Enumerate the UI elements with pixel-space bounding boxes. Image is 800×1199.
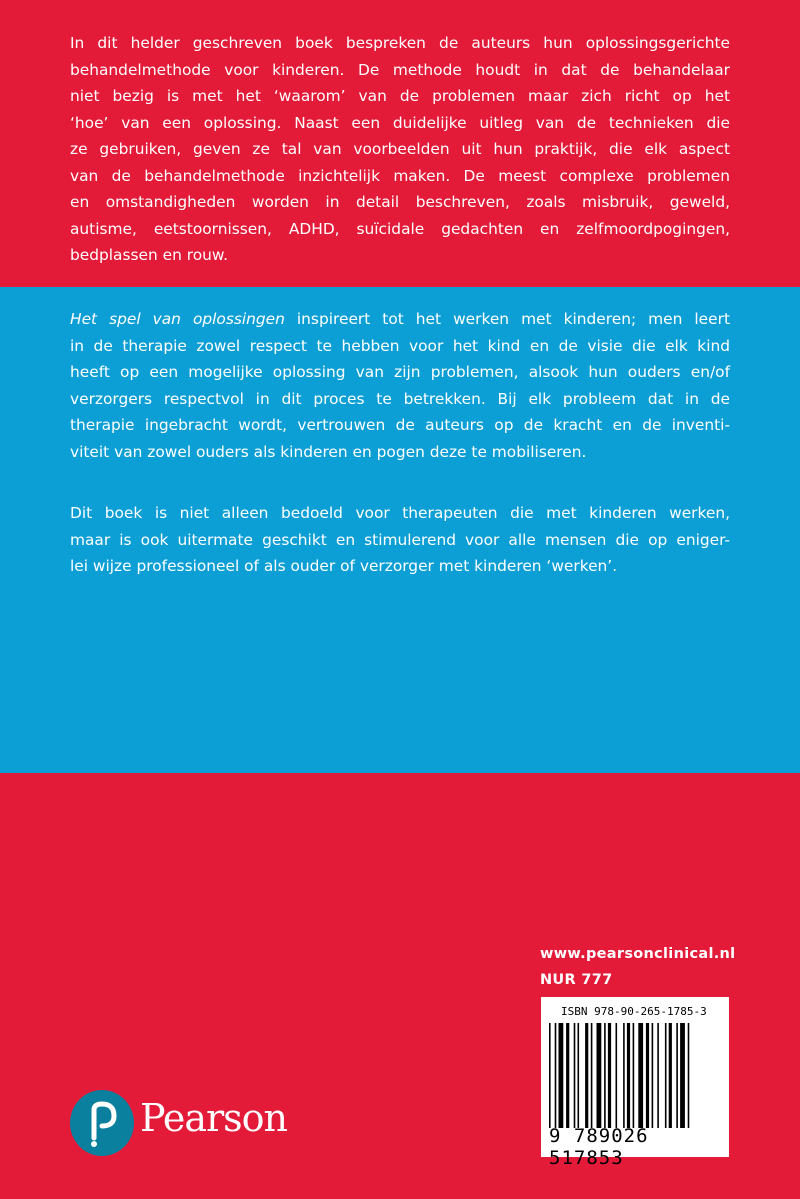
- barcode-bar: [585, 1023, 588, 1128]
- barcode-bar: [676, 1023, 678, 1128]
- barcode-bar: [616, 1023, 618, 1128]
- barcode-bar: [669, 1023, 672, 1128]
- isbn-barcode: [541, 997, 729, 1169]
- text-line: bedplassen en rouw.: [70, 246, 228, 264]
- text-line: ze gebruiken, geven ze tal van voorbeelden uit hun praktijk, die elk aspect: [70, 140, 730, 158]
- text-line: therapie ingebracht wordt, vertrouwen de auteurs op de kracht en de inventi-: [70, 416, 730, 434]
- text-line: autisme, eetstoornissen, ADHD, suïcidale gedachten en zelfmoordpogingen,: [70, 219, 730, 238]
- text-line: [70, 306, 730, 333]
- description-paragraph-1: [70, 30, 730, 269]
- publisher-wordmark: Pearson: [140, 1096, 288, 1140]
- text-line: heeft op een mogelijke oplossing van zijn problemen, alsook hun ouders en/of: [70, 363, 730, 381]
- barcode-bar: [578, 1023, 580, 1128]
- barcode-bar: [652, 1023, 654, 1128]
- barcode-bar: [680, 1023, 685, 1128]
- barcode-bar: [555, 1023, 557, 1128]
- barcode-bar: [549, 1023, 551, 1128]
- nur-code: NUR 777: [540, 972, 613, 988]
- text-line: verzorgers respectvol in dit proces te betrekken. Bij elk probleem dat in de: [70, 389, 730, 408]
- pearson-logo-icon: [70, 1090, 134, 1156]
- barcode-bars: [549, 1023, 725, 1128]
- barcode-bar: [566, 1023, 569, 1128]
- text-line: In dit helder geschreven boek bespreken de auteurs hun oplossingsgerichte: [70, 34, 730, 52]
- barcode-bar: [608, 1023, 611, 1128]
- barcode-bar: [638, 1023, 643, 1128]
- text-fragment: inspireert tot het werken met kinderen; men leert: [284, 310, 730, 328]
- barcode-digits: 9 789026 517853: [549, 1125, 649, 1169]
- barcode-bar: [633, 1023, 635, 1128]
- barcode-bar: [665, 1023, 667, 1128]
- text-line: van de behandelmethode inzichtelijk maken. De meest complexe problemen: [70, 166, 730, 185]
- text-line: viteit van zowel ouders als kinderen en pogen deze te mobiliseren.: [70, 442, 587, 461]
- barcode-bar: [688, 1023, 690, 1128]
- barcode-bar: [597, 1023, 602, 1128]
- barcode-bar: [604, 1023, 606, 1128]
- text-line: lei wijze professioneel of als ouder of verzorger met kinderen ‘werken’.: [70, 557, 618, 575]
- barcode-bar: [646, 1023, 649, 1128]
- barcode-bar: [657, 1023, 659, 1128]
- text-line: maar is ook uitermate geschikt en stimulerend voor alle mensen die op eniger-: [70, 530, 730, 549]
- barcode-bar: [574, 1023, 576, 1128]
- website-url: www.pearsonclinical.nl: [540, 946, 736, 962]
- description-paragraph-2: [70, 306, 730, 465]
- book-title-italic: Het spel van oplossingen: [70, 310, 285, 328]
- text-line: behandelmethode voor kinderen. De methode houdt in dat de behandelaar: [70, 60, 730, 79]
- description-paragraph-3: [70, 500, 730, 580]
- barcode-bar: [591, 1023, 593, 1128]
- barcode-bar: [623, 1023, 625, 1128]
- text-line: Dit boek is niet alleen bedoeld voor therapeuten die met kinderen werken,: [70, 504, 730, 522]
- isbn-label: ISBN 978-90-265-1785-3: [561, 1005, 707, 1018]
- text-line: ‘hoe’ van een oplossing. Naast een duidelijke uitleg van de technieken die: [70, 113, 730, 132]
- barcode-bar: [627, 1023, 630, 1128]
- barcode-bar: [559, 1023, 564, 1128]
- text-line: in de therapie zowel respect te hebben voor het kind en de visie die elk kind: [70, 336, 730, 355]
- text-line: en omstandigheden worden in detail beschreven, zoals misbruik, geweld,: [70, 193, 730, 211]
- text-line: niet bezig is met het ‘waarom’ van de problemen maar zich richt op het: [70, 87, 730, 105]
